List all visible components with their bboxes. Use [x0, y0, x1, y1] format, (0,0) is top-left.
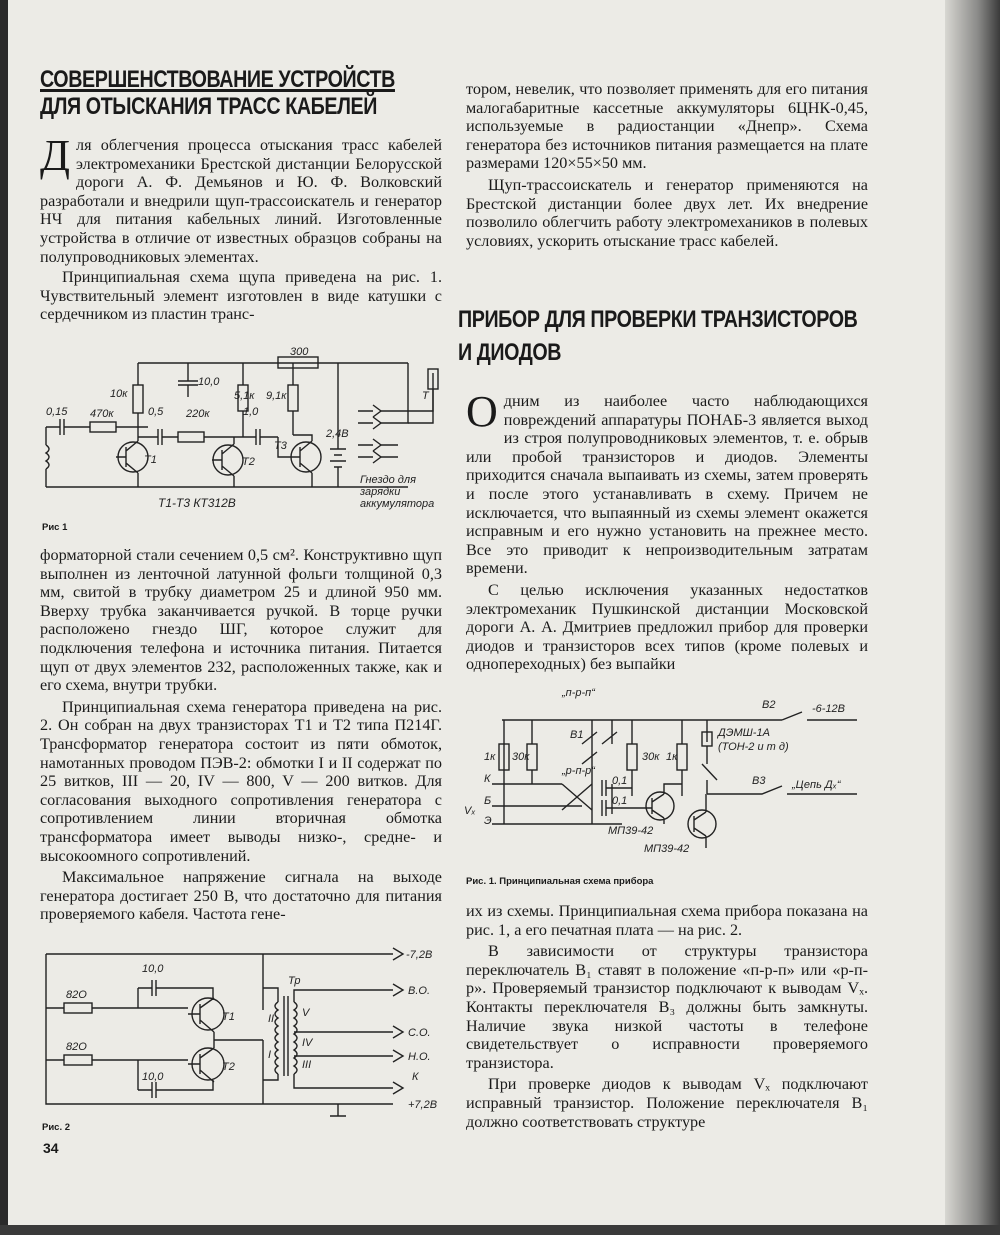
figure2-generator-schematic: [38, 940, 448, 1120]
article1-column1-continued: [40, 546, 442, 924]
fig1-label-5k1: 5,1к: [234, 390, 255, 402]
article2-column-continued: [466, 902, 868, 1131]
article2-para1-text: дним из наиболее часто наблюдающихся повреждений аппаратуры ПОНАБ-3 является выход из строя полупроводниковых элементов, т. е. обрыв или пробой транзисторов и диодов. Элементы приходится сначала выпаивать из схемы, затем проверять и после этого устанавливать в схему. Причем не исключается, что выпаянный из схемы элемент окажется исправным и его нужно установить на прежнее место. Все это приводит к непроизводительным затратам времени.: [466, 392, 868, 578]
article2-para5: При проверке диодов к выводам Vₓ подключают исправный транзистор. Положение переключателя В₁ должно соответствовать структуре: [466, 1075, 868, 1131]
fig3-label-vx: Vₓ: [464, 805, 476, 817]
fig2-label-out5k: К: [412, 1071, 419, 1083]
fig3-label-c01a: 0,1: [612, 775, 628, 787]
fig3-label-b2: В2: [762, 699, 776, 711]
fig1-label-c10: 10,0: [198, 376, 220, 388]
fig3-label-b1: В1: [570, 729, 584, 741]
fig1-label-socket-2: зарядки: [360, 486, 401, 498]
fig2-label-w1: I: [268, 1049, 272, 1061]
figure1-probe-schematic: [38, 345, 448, 517]
fig1-label-05: 0,5: [148, 406, 164, 418]
fig2-label-out4: Н.О.: [408, 1051, 431, 1063]
fig2-label-r82b: 82О: [66, 1041, 87, 1053]
article1-col2-para2: Щуп-трассоискатель и генератор применяются на Брестской дистанции более двух лет. Их внедрение позволило облегчить работу электромехаников в полевых условиях, ускорить отыскание трасс кабелей.: [466, 175, 868, 250]
article2-column: [466, 387, 868, 674]
fig3-label-mp2: МП39-42: [644, 843, 690, 855]
fig3-label-mp1: МП39-42: [608, 825, 654, 837]
fig3-label-c01b: 0,1: [612, 795, 628, 807]
fig2-label-t2: Т2: [222, 1061, 235, 1073]
fig3-label-supply: -6-12В: [812, 703, 846, 715]
fig1-label-transistors: Т1-Т3 КТ312В: [158, 496, 236, 510]
article1-title-line1: СОВЕРШЕНСТВОВАНИЕ УСТРОЙСТВ: [40, 66, 395, 93]
fig3-label-b3: В3: [752, 775, 766, 787]
fig3-label-r1k: 1к: [484, 751, 496, 763]
article2-title: [458, 306, 860, 366]
article1-column1: [40, 66, 442, 324]
article2-para2: С целью исключения указанных недостатков электромеханик Пушкинской дистанции Московской дороги А. А. Дмитриев предложил прибор для проверки диодов и транзисторов всех типов (кроме полевых и однопереходных) без выпайки: [466, 580, 868, 674]
article1-para4: Принципиальная схема генератора приведена на рис. 2. Он собран на двух транзисторах Т1 и Т2 типа П214Г. Трансформатор генератора состоит из пяти обмоток, намотанных проводом ПЭВ-2: обмотки I и II содержат по 25 витков, III — 20, IV — 800, V — 200 витков. Для согласования выходного сопротивления генератора с сопротивлением линии вторичная обмотка трансформатора имеет выводы низко-, средне- и высокоомного сопротивлений.: [40, 697, 442, 865]
page-number: 34: [43, 1140, 59, 1156]
fig2-label-tr: Тр: [288, 975, 301, 987]
fig1-label-t1: Т1: [144, 454, 157, 466]
fig2-label-out5: +7,2В: [408, 1099, 438, 1111]
fig3-label-k: К: [484, 773, 491, 785]
article1-column2: [466, 80, 868, 250]
fig2-label-t1: Т1: [222, 1011, 235, 1023]
fig2-label-c10b: 10,0: [142, 1071, 164, 1083]
fig3-label-r30k: 30к: [512, 751, 530, 763]
article1-title-line2: ДЛЯ ОТЫСКАНИЯ ТРАСС КАБЕЛЕЙ: [40, 93, 377, 120]
article1-para1: [40, 131, 442, 266]
fig1-label-24v: 2,4В: [326, 428, 349, 440]
fig3-label-pnp: „р-п-р“: [562, 765, 595, 777]
dropcap-o: О: [466, 387, 498, 436]
fig1-label-t2: Т2: [242, 456, 255, 468]
fig2-label-out3: С.О.: [408, 1027, 431, 1039]
fig2-label-c10a: 10,0: [142, 963, 164, 975]
figure1-caption: Рис 1: [42, 522, 68, 533]
fig3-label-npn: „п-р-п“: [562, 687, 595, 699]
fig3-label-e: Э: [484, 815, 492, 827]
fig1-label-socket-1: Гнездо для: [360, 474, 416, 486]
article2-title-line2: И ДИОДОВ: [458, 339, 562, 366]
scan-bottom-edge: [0, 1225, 1000, 1235]
fig2-label-w4: IV: [302, 1037, 313, 1049]
article1-para1-text: ля облегчения процесса отыскания трасс кабелей электромеханики Брестской дистанции Белорусской дороги А. Ф. Демьянов и Ю. Ф. Волковский разработали и внедрили щуп-трассоискатель и генератор НЧ для питания кабельных линий. Изготовленные устройства в отличие от известных образцов собраны на полупроводниковых элементах.: [40, 136, 442, 266]
article1-title: [40, 66, 442, 124]
fig2-label-w2: II: [268, 1013, 275, 1025]
dropcap: Д: [40, 131, 71, 180]
fig2-label-out2: В.О.: [408, 985, 431, 997]
fig3-label-r30kb: 30к: [642, 751, 660, 763]
fig1-label-9k1: 9,1к: [266, 390, 287, 402]
fig2-label-w5: V: [302, 1007, 310, 1019]
fig1-label-220k: 220к: [186, 408, 210, 420]
article2-para4: В зависимости от структуры транзистора переключатель В₁ ставят в положение «п-р-п» или «р-п-р». Проверяемый транзистор подключают к выводам Vₓ. Контакты переключателя В₃ должны быть замкнуты. Наличие звука низкой частоты в телефоне свидетельствует о исправности проверяемого транзистора.: [466, 942, 868, 1072]
article1-para5: Максимальное напряжение сигнала на выходе генератора достигает 250 В, что достаточно для питания проверяемого кабеля. Частота гене-: [40, 868, 442, 924]
fig1-label-tel: Т: [422, 390, 429, 402]
fig1-label-socket-3: аккумулятора: [360, 498, 435, 510]
fig3-label-r1kb: 1к: [666, 751, 678, 763]
article2-para3: их из схемы. Принципиальная схема прибора показана на рис. 1, а его печатная плата — на рис. 2.: [466, 902, 868, 939]
fig1-label-015: 0,15: [46, 406, 68, 418]
fig1-label-10b: 1,0: [243, 406, 259, 418]
figure2-caption: Рис. 2: [42, 1122, 71, 1133]
fig1-label-300: 300: [290, 346, 309, 358]
figure3-caption: Рис. 1. Принципиальная схема прибора: [466, 876, 654, 887]
fig2-label-out1: -7,2В: [406, 949, 433, 961]
article1-para3: форматорной стали сечением 0,5 см². Конструктивно щуп выполнен из ленточной латунной фольги толщиной 0,3 мм, свитой в трубку диаметром 25 и длиной 950 мм. Вверху трубка заканчивается ручкой. В торце ручки расположено гнездо ШГ, которое служит для подключения телефона и источника питания. Питается щуп от двух элементов 232, расположенных также, как и его схема, внутри трубки.: [40, 546, 442, 695]
fig3-label-circuit: „Цепь Дₓ“: [792, 779, 841, 791]
figure3-tester-schematic: [462, 684, 874, 860]
fig3-label-b: Б: [484, 795, 492, 807]
article1-para2: Принципиальная схема щупа приведена на рис. 1. Чувствительный элемент изготовлен в виде катушки с сердечником из пластин транс-: [40, 268, 442, 324]
fig3-label-dem: ДЭМШ-1А: [718, 727, 770, 739]
fig3-label-ton: (ТОН-2 и т д): [718, 741, 789, 753]
article2-title-line1: ПРИБОР ДЛЯ ПРОВЕРКИ ТРАНЗИСТОРОВ: [458, 306, 858, 333]
fig2-label-w3: III: [302, 1059, 312, 1071]
fig1-label-10k: 10к: [110, 388, 128, 400]
fig1-label-470k: 470к: [90, 408, 114, 420]
fig1-label-t3: Т3: [274, 440, 287, 452]
page-gutter-shadow: [945, 0, 1000, 1235]
article1-col2-para1: тором, невелик, что позволяет применять для его питания малогабаритные кассетные аккумуляторы 6ЦНК-0,45, используемые в радиостанции «Днепр». Схема генератора без источников питания размещается на плате размерами 120×55×50 мм.: [466, 80, 868, 173]
article2-para1: [466, 387, 868, 578]
fig2-label-r82a: 82О: [66, 989, 87, 1001]
